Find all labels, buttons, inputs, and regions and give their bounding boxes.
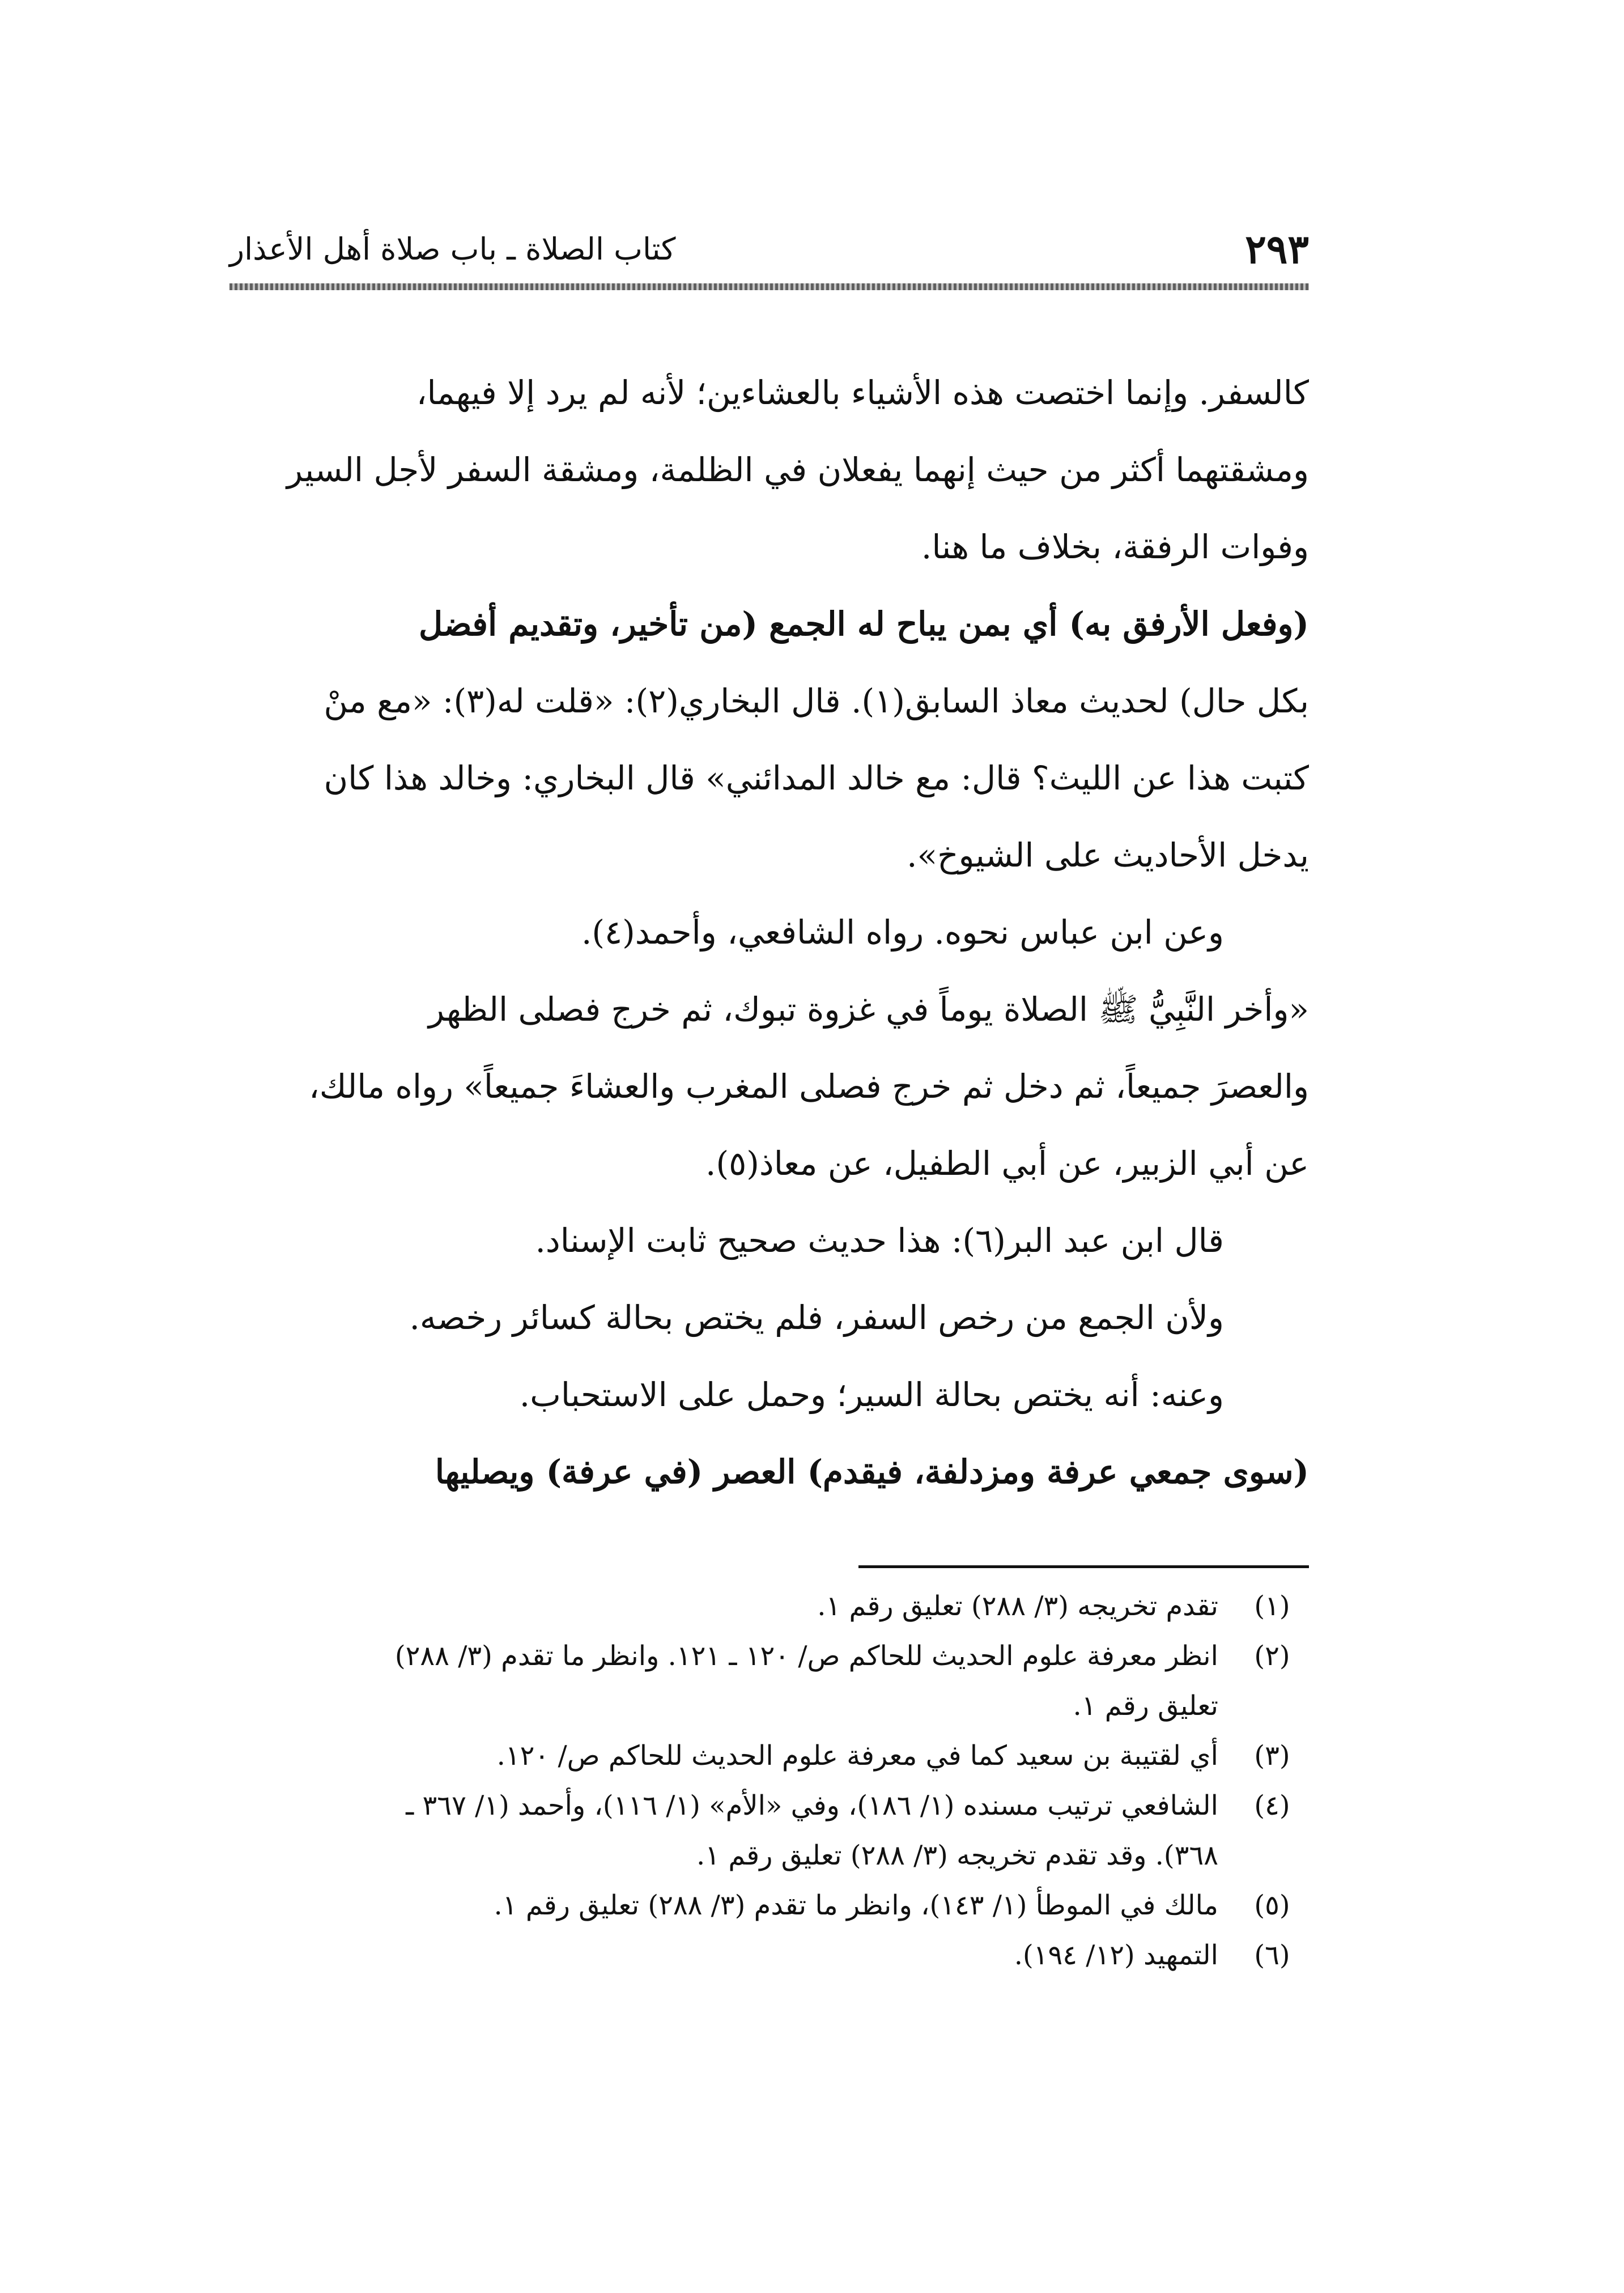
footnote-text: انظر معرفة علوم الحديث للحاكم ص/ ١٢٠ ـ ١٢١. وانظر ما تقدم (٣/ ٢٨٨) <box>394 1640 1218 1672</box>
text-line: كتبت هذا عن الليث؟ قال: مع خالد المدائني» قال البخاري: وخالد هذا كان <box>324 759 1309 797</box>
footnotes <box>229 1581 1309 1980</box>
text-line: (سوى جمعي عرفة ومزدلفة، فيقدم) العصر (في عرفة) ويصليها <box>435 1453 1309 1491</box>
text-line: يدخل الأحاديث على الشيوخ». <box>907 836 1309 874</box>
footnote <box>229 1731 1309 1781</box>
text-line: ولأن الجمع من رخص السفر، فلم يختص بحالة كسائر رخصه. <box>409 1298 1224 1337</box>
text-line: وفوات الرفقة، بخلاف ما هنا. <box>921 528 1309 566</box>
footnote <box>229 1930 1309 1980</box>
footnote-text: أي لقتيبة بن سعيد كما في معرفة علوم الحديث للحاكم ص/ ١٢٠. <box>496 1740 1218 1772</box>
footnote-text: التمهيد (١٢/ ١٩٤). <box>1014 1939 1218 1971</box>
footnote-number: (٤) <box>1254 1790 1290 1821</box>
text-line: وعنه: أنه يختص بحالة السير؛ وحمل على الاستحباب. <box>519 1375 1224 1414</box>
footnote <box>229 1781 1309 1880</box>
footnote-text: ٣٦٨). وقد تقدم تخريجه (٣/ ٢٨٨) تعليق رقم ١. <box>696 1840 1218 1871</box>
text-line: كالسفر. وإنما اختصت هذه الأشياء بالعشاءين؛ لأنه لم يرد إلا فيهما، <box>416 373 1309 412</box>
running-title: كتاب الصلاة ـ باب صلاة أهل الأعذار <box>229 231 676 267</box>
footnote-text: مالك في الموطأ (١/ ١٤٣)، وانظر ما تقدم (٣/ ٢٨٨) تعليق رقم ١. <box>494 1889 1218 1921</box>
text-line: (وفعل الأرفق به) أي بمن يباح له الجمع (من تأخير، وتقديم أفضل <box>419 605 1309 643</box>
footnote-number: (٥) <box>1254 1889 1290 1921</box>
text-line: عن أبي الزبير، عن أبي الطفيل، عن معاذ(٥). <box>705 1144 1309 1183</box>
text-line: «وأخر النَّبِيُّ ﷺ الصلاة يوماً في غزوة تبوك، ثم خرج فصلى الظهر <box>428 990 1309 1029</box>
running-header <box>229 224 1309 275</box>
footnote-text: تعليق رقم ١. <box>1073 1690 1218 1722</box>
footnote-text: الشافعي ترتيب مسنده (١/ ١٨٦)، وفي «الأم» (١/ ١١٦)، وأحمد (١/ ٣٦٧ ـ <box>406 1790 1218 1821</box>
footnote <box>229 1880 1309 1930</box>
footnote <box>229 1631 1309 1731</box>
text-line: بكل حال) لحديث معاذ السابق(١). قال البخاري(٢): «قلت له(٣): «مع منْ <box>324 682 1309 720</box>
text-line: ومشقتهما أكثر من حيث إنهما يفعلان في الظلمة، ومشقة السفر لأجل السير <box>286 451 1309 489</box>
header-rule <box>229 283 1309 290</box>
text-line: والعصرَ جميعاً، ثم دخل ثم خرج فصلى المغرب والعشاءَ جميعاً» رواه مالك، <box>308 1067 1309 1106</box>
footnote-number: (١) <box>1254 1590 1290 1622</box>
footnote-number: (٢) <box>1254 1640 1290 1672</box>
text-line: قال ابن عبد البر(٦): هذا حديث صحيح ثابت الإسناد. <box>535 1221 1224 1260</box>
footnote <box>229 1581 1309 1631</box>
footnote-separator <box>858 1565 1309 1568</box>
page-number: ٢٩٣ <box>1245 226 1309 273</box>
text-line: وعن ابن عباس نحوه. رواه الشافعي، وأحمد(٤). <box>581 913 1224 952</box>
main-text <box>229 354 1309 1510</box>
footnote-text: تقدم تخريجه (٣/ ٢٨٨) تعليق رقم ١. <box>817 1590 1218 1622</box>
footnote-number: (٣) <box>1254 1740 1290 1772</box>
footnote-number: (٦) <box>1254 1939 1290 1971</box>
